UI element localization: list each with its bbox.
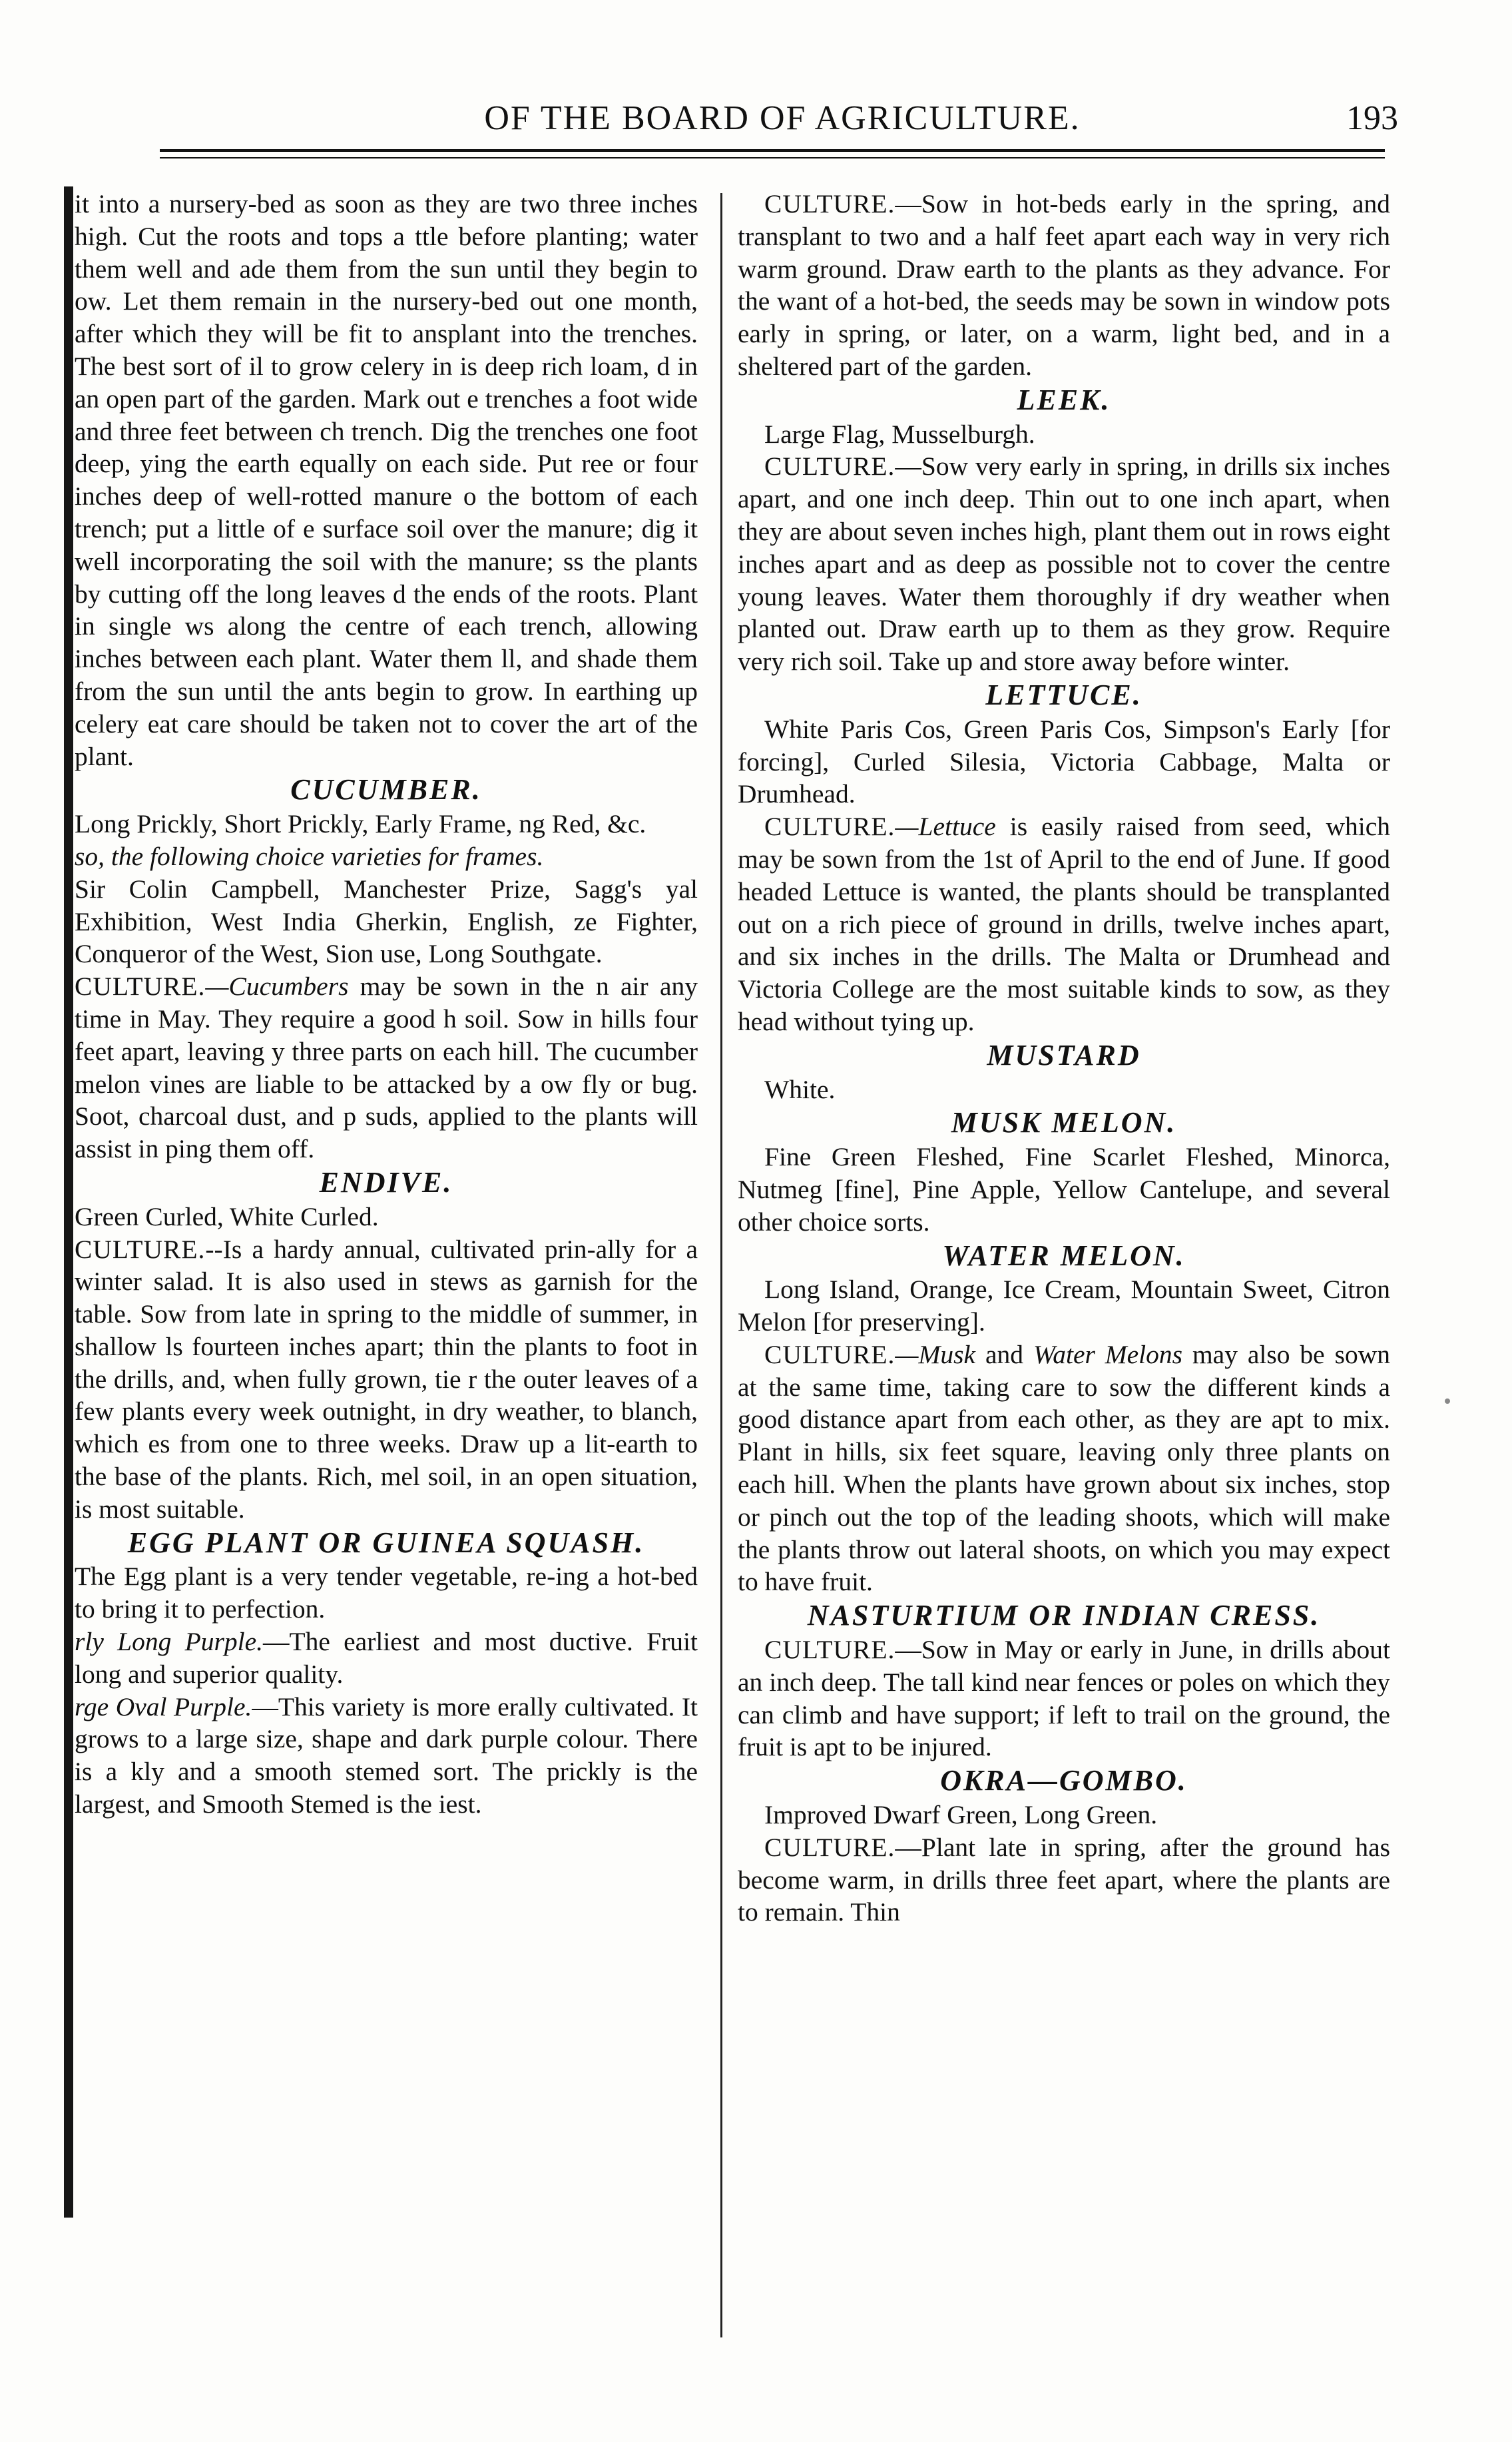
leek-varieties: Large Flag, Musselburgh. <box>764 419 1035 449</box>
lettuce-culture-lead: —Lettuce <box>895 812 996 842</box>
endive-varieties: Green Curled, White Curled. <box>75 1201 379 1231</box>
melon-culture-and: and <box>975 1339 1033 1369</box>
nasturtium-culture <box>738 1634 1390 1763</box>
egg-plant-large-oval-purple <box>75 1691 698 1821</box>
culture-label: CULTURE. <box>764 1339 895 1369</box>
heading-nasturtium: NASTURTIUM OR INDIAN CRESS. <box>807 1599 1321 1632</box>
culture-label: CULTURE. <box>764 812 895 842</box>
culture-intro <box>738 188 1390 383</box>
egg-plant-early-long-purple <box>75 1626 698 1691</box>
nasturtium-culture-text: —Sow in May or early in June, in drills about an inch deep. The tall kind near fences or poles on which they can climb and have support; if left to trail on the ground, the fruit is apt to be injured. <box>738 1635 1390 1762</box>
egg-oval-label: rge Oval Purple. <box>75 1691 252 1721</box>
heading-musk-melon: MUSK MELON. <box>951 1106 1177 1139</box>
culture-label: CULTURE. <box>75 1234 206 1264</box>
heading-lettuce: LETTUCE. <box>985 678 1142 711</box>
cucumber-choice-label <box>75 840 698 873</box>
heading-endive: ENDIVE. <box>319 1165 453 1199</box>
cucumber-varieties: Long Prickly, Short Prickly, Early Frame, ng Red, &c. <box>75 809 646 839</box>
musk-melon-varieties: Fine Green Fleshed, Fine Scarlet Fleshed, Minorca, Nutmeg [fine], Pine Apple, Yellow Cantelupe, and several other choice sorts. <box>738 1142 1390 1237</box>
okra-culture-text: —Plant late in spring, after the ground has become warm, in drills three feet apart, where the plants are to remain. Thin <box>738 1832 1390 1927</box>
scan-speck <box>1445 1398 1450 1404</box>
okra-culture <box>738 1831 1390 1929</box>
culture-label: CULTURE. <box>764 452 895 481</box>
egg-oval-text: —This variety is more erally cultivated. It grows to a large size, shape and dark purple colour. There is a kly and a smooth stemed sort. The prickly is the largest, and Smooth Stemed is the iest. <box>75 1691 698 1819</box>
egg-early-text: —The earliest and most ductive. Fruit long and superior quality. <box>75 1627 698 1689</box>
header-rule-thin <box>160 157 1385 158</box>
culture-label: CULTURE. <box>75 972 206 1002</box>
culture-label: CULTURE. <box>764 1635 895 1665</box>
cucumber-choice-list: Sir Colin Campbell, Manchester Prize, Sagg's yal Exhibition, West India Gherkin, English, ze Fighter, Conqueror of the West, Sion use, Long Southgate. <box>75 874 698 969</box>
binding-gutter-shadow <box>64 186 73 2218</box>
column-divider <box>720 193 722 2337</box>
page-number: 193 <box>1346 99 1398 137</box>
endive-culture <box>75 1233 698 1526</box>
heading-cucumber: CUCUMBER. <box>290 773 482 806</box>
leek-culture <box>738 450 1390 678</box>
culture-label: CULTURE. <box>764 1832 895 1862</box>
right-column <box>738 188 1390 1929</box>
endive-culture-text: --Is a hardy annual, cultivated prin-ally for a winter salad. It is also used in stews as garnish for the table. Sow from late in spring to the middle of summer, in shallow ls fourteen inches apart; thin the plants to foot in the drills, and, when fully grown, tie r the outer leaves of a few plants every week outnight, in dry weather, to blanch, which es from one to three weeks. Draw up a lit-earth to the base of the plants. Rich, mel soil, in an open situation, is most suitable. <box>75 1234 698 1524</box>
heading-water-melon: WATER MELON. <box>942 1239 1186 1272</box>
heading-egg-plant: EGG PLANT OR GUINEA SQUASH. <box>127 1526 645 1559</box>
celery-paragraph: it into a nursery-bed as soon as they are two three inches high. Cut the roots and tops a ttle before planting; water them well and ade them from the sun until they begin to ow. Let them remain in the nursery-bed out one month, after which they will be fit to ansplant into the trenches. The best sort of il to grow celery in is deep rich loam, d in an open part of the garden. Mark out e trenches a foot wide and three feet between ch trench. Dig the trenches one foot deep, ying the earth equally on each side. Put ree or four inches deep of well-rotted manure o the bottom of each trench; put a little of e surface soil over the manure; dig it well incorporating the soil with the manure; ss the plants by cutting off the long leaves d the ends of the roots. Plant in single ws along the centre of each trench, allowing inches between each plant. Water them ll, and shade them from the sun until the ants begin to grow. In earthing up celery eat care should be taken not to cover the art of the plant. <box>75 189 698 771</box>
culture-intro-text: —Sow in hot-beds early in the spring, and transplant to two and a half feet apart each way in very rich warm ground. Draw earth to the plants as they advance. For the want of a hot-bed, the seeds may be sown in window pots early in spring, or later, on a warm, light bed, and in a sheltered part of the garden. <box>738 189 1390 381</box>
lettuce-varieties: White Paris Cos, Green Paris Cos, Simpson's Early [for forcing], Curled Silesia, Victoria Cabbage, Malta or Drumhead. <box>738 714 1390 809</box>
header-rule-thick <box>160 149 1385 152</box>
melon-culture <box>738 1339 1390 1598</box>
heading-mustard: MUSTARD <box>987 1038 1141 1071</box>
cucumber-culture <box>75 970 698 1165</box>
culture-label: CULTURE. <box>764 189 895 218</box>
lettuce-culture-text: is easily raised from seed, which may be sown from the 1st of April to the end of June. If good headed Lettuce is wanted, the plants should be transplanted out on a rich piece of ground in drills, twelve inches apart, and six inches in the drills. The Malta or Drumhead and Victoria College are the most suitable kinds to sow, as they head without tying up. <box>738 812 1390 1036</box>
heading-okra: OKRA—GOMBO. <box>940 1764 1188 1797</box>
okra-varieties: Improved Dwarf Green, Long Green. <box>764 1800 1158 1830</box>
left-column <box>75 188 698 1821</box>
egg-plant-intro: The Egg plant is a very tender vegetable, re-ing a hot-bed to bring it to perfection. <box>75 1562 698 1624</box>
mustard-varieties: White. <box>764 1074 836 1104</box>
cucumber-culture-lead: —Cucumbers <box>205 972 349 1002</box>
melon-culture-water: Water Melons <box>1033 1339 1183 1369</box>
leek-culture-text: —Sow very early in spring, in drills six inches apart, and one inch deep. Thin out to one inch apart, when they are about seven inches high, plant them out in rows eight inches apart and as deep as possible not to cover the centre young leaves. Water them thoroughly if dry weather when planted out. Draw earth up to them as they grow. Require very rich soil. Take up and store away before winter. <box>738 452 1390 677</box>
running-head: OF THE BOARD OF AGRICULTURE. <box>484 99 1081 137</box>
egg-early-label: rly Long Purple. <box>75 1627 263 1657</box>
heading-leek: LEEK. <box>1017 383 1111 416</box>
melon-culture-musk: —Musk <box>895 1339 976 1369</box>
water-melon-varieties: Long Island, Orange, Ice Cream, Mountain Sweet, Citron Melon [for preserving]. <box>738 1275 1390 1337</box>
lettuce-culture <box>738 810 1390 1038</box>
cucumber-culture-text: may be sown in the n air any time in May. They require a good h soil. Sow in hills four feet apart, leaving y three parts on each hill. The cucumber melon vines are liable to be attacked by a ow fly or bug. Soot, charcoal dust, and p suds, applied to the plants will assist in ping them off. <box>75 972 698 1164</box>
cucumber-choice-label-text: so, the following choice varieties for frames. <box>75 841 544 871</box>
melon-culture-text: may also be sown at the same time, taking care to sow the different kinds a good distance apart from each other, as they are apt to mix. Plant in hills, six feet square, leaving only three plants on each hill. When the plants have grown about six inches, stop or pinch out the top of the leading shoots, which will make the plants throw out lateral shoots, on which you may expect to have fruit. <box>738 1339 1390 1597</box>
